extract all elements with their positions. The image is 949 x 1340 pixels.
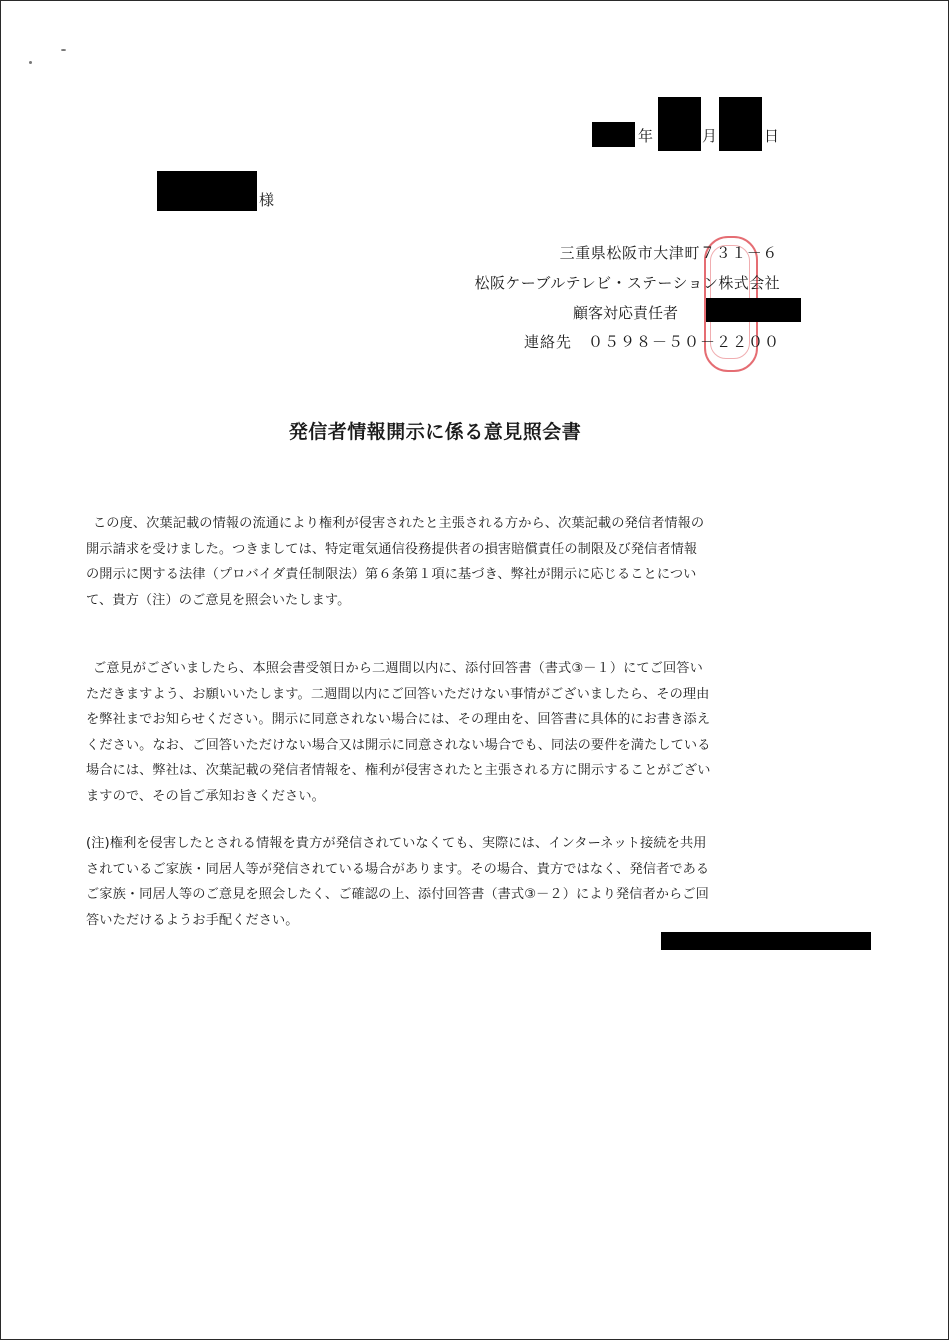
paragraph-note: (注)権利を侵害したとされる情報を貴方が発信されていなくても、実際には、インターネット接続を共用 されているご家族・同居人等が発信されている場合があります。その場合、貴方ではなく、発信者である ご家族・同居人等のご意見を照会したく、ご確認の上、添付回答書（書式③－２）により発信者からご回 答いただけるようお手配ください。 xyxy=(86,836,710,928)
redacted-officer-name xyxy=(706,298,801,322)
redacted-recipient-name xyxy=(157,171,257,211)
sender-company: 松阪ケーブルテレビ・ステーション株式会社 xyxy=(474,274,780,292)
date-month-suffix: 月 xyxy=(702,127,718,145)
redacted-day xyxy=(719,97,762,151)
date-year-suffix: 年 xyxy=(638,127,654,145)
sender-address: 三重県松阪市大津町７３１－６ xyxy=(559,244,778,262)
sender-contact: 連絡先 ０５９８－５０－２２００ xyxy=(523,333,780,351)
scan-speck xyxy=(61,49,66,51)
date-day-suffix: 日 xyxy=(764,127,780,145)
redacted-signature-line xyxy=(661,932,871,950)
sender-officer-label: 顧客対応責任者 xyxy=(573,304,679,322)
redacted-month xyxy=(658,97,701,151)
recipient-suffix: 様 xyxy=(259,191,275,209)
paragraph-inquiry: この度、次葉記載の情報の流通により権利が侵害されたと主張される方から、次葉記載の発信者情報の 開示請求を受けました。つきましては、特定電気通信役務提供者の損害賠償責任の制限及び発信者情報 の開示に関する法律（プロバイダ責任制限法）第６条第１項に基づき、弊社が開示に応じることについ て、貴方（注）のご意見を照会いたします。 xyxy=(86,516,705,608)
document-title: 発信者情報開示に係る意見照会書 xyxy=(288,421,582,443)
redacted-year xyxy=(592,122,635,147)
scan-speck xyxy=(29,61,32,64)
paragraph-response-request: ご意見がございましたら、本照会書受領日から二週間以内に、添付回答書（書式③－１）にてご回答い ただきますよう、お願いいたします。二週間以内にご回答いただけない事情がございましたら、その理由 を弊社までお知らせください。開示に同意されない場合には、その理由を、回答書に具体的にお書き添え ください。なお、ご回答いただけない場合又は開示に同意されない場合でも、同法の要件を満たしている 場合には、弊社は、次葉記載の発信者情報を、権利が侵害されたと主張される方に開示することがござい ますので、その旨ご承知おきください。 xyxy=(86,661,711,804)
